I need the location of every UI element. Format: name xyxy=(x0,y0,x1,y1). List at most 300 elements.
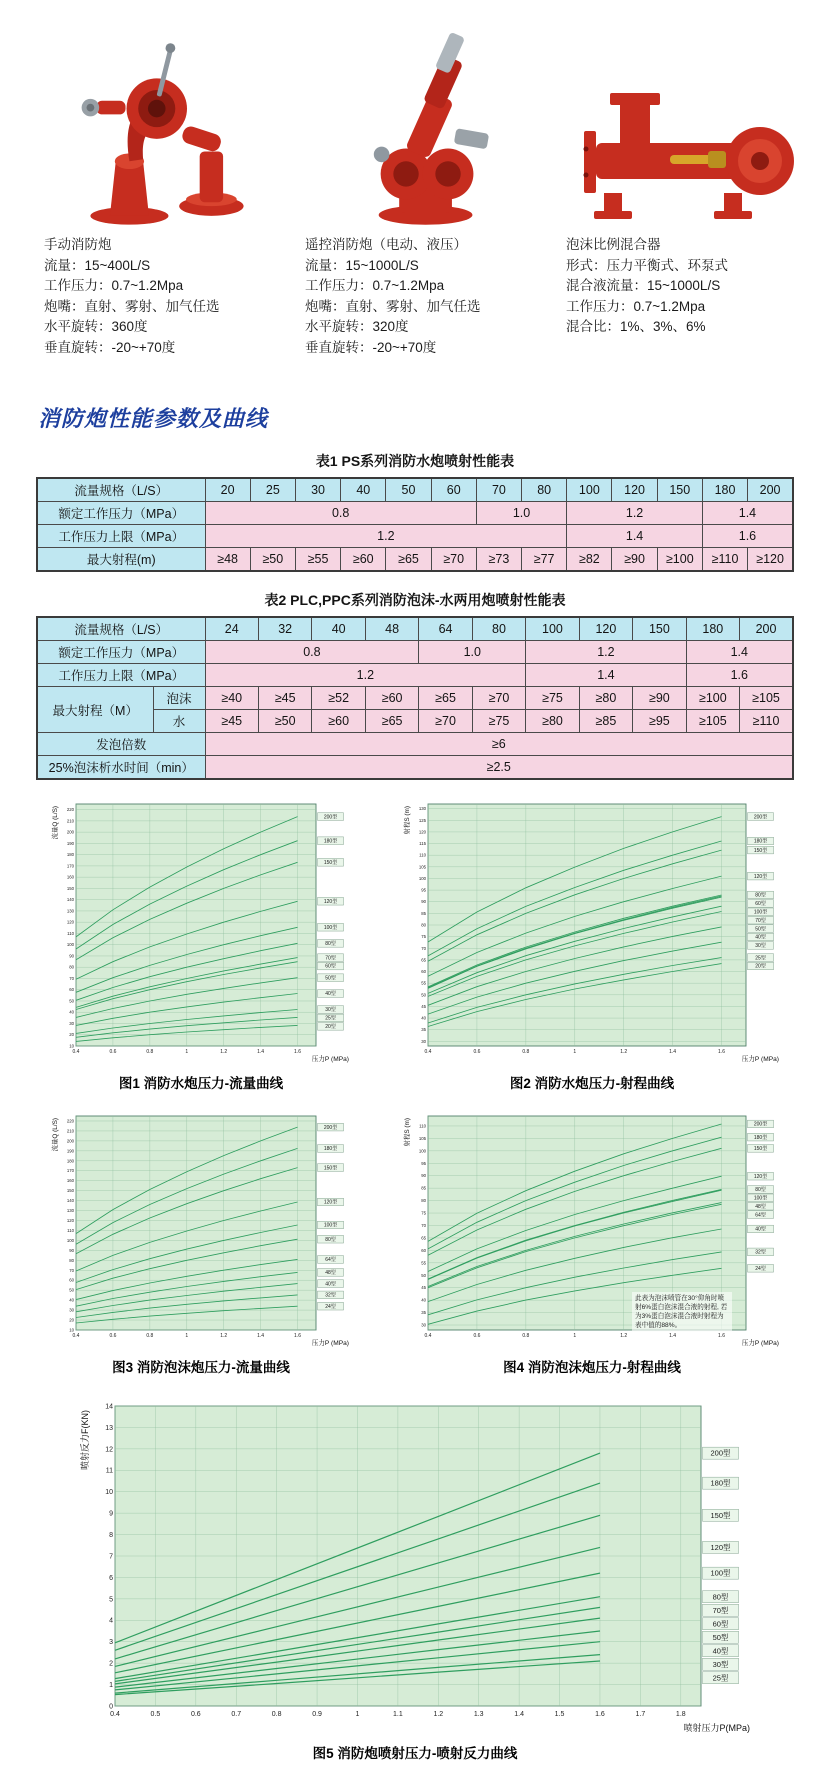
svg-text:150: 150 xyxy=(66,1188,74,1194)
series-label-text: 200型 xyxy=(710,1448,731,1458)
table-cell: 0.8 xyxy=(205,502,476,525)
series-label-text: 80型 xyxy=(325,1237,336,1244)
table-cell: ≥50 xyxy=(258,710,311,733)
table-cell: ≥75 xyxy=(472,710,525,733)
series-label-text: 80型 xyxy=(712,1592,729,1602)
series-label-text: 150型 xyxy=(710,1510,731,1520)
svg-text:30: 30 xyxy=(421,1322,426,1328)
table2-title: 表2 PLC,PPC系列消防泡沫-水两用炮喷射性能表 xyxy=(264,592,566,609)
svg-text:0.8: 0.8 xyxy=(271,1711,282,1719)
svg-text:95: 95 xyxy=(421,887,426,893)
table-cell: ≥100 xyxy=(686,687,739,710)
table2 xyxy=(36,616,794,780)
svg-text:1: 1 xyxy=(185,1333,189,1340)
table-cell: 80 xyxy=(522,478,567,502)
svg-text:1.4: 1.4 xyxy=(257,1333,265,1340)
table-cell: 25 xyxy=(250,478,295,502)
svg-text:210: 210 xyxy=(66,1128,74,1134)
series-label-text: 120型 xyxy=(323,899,338,906)
table-cell: 150 xyxy=(657,478,702,502)
svg-text:100: 100 xyxy=(418,876,426,882)
series-label-text: 200型 xyxy=(323,814,338,821)
product-remote-monitor xyxy=(305,24,550,358)
svg-text:45: 45 xyxy=(421,1285,426,1291)
svg-text:110: 110 xyxy=(67,1228,74,1234)
series-label-text: 70型 xyxy=(712,1605,729,1615)
svg-text:130: 130 xyxy=(66,908,74,914)
svg-text:190: 190 xyxy=(66,1148,74,1154)
series-label-text: 60型 xyxy=(325,963,336,970)
charts-row-3 xyxy=(0,1394,830,1788)
svg-text:50: 50 xyxy=(69,998,74,1004)
product-spec: 混合比：1%、3%、6% xyxy=(566,319,706,335)
charts-row-1 xyxy=(50,796,782,1092)
x-axis-label: 压力P (MPa) xyxy=(311,1056,349,1064)
svg-text:0.4: 0.4 xyxy=(110,1711,120,1719)
product-name: 遥控消防炮（电动、液压） xyxy=(305,237,467,252)
svg-text:0.8: 0.8 xyxy=(522,1049,530,1056)
svg-text:90: 90 xyxy=(69,1247,74,1253)
svg-text:1.2: 1.2 xyxy=(620,1049,628,1056)
series-label-text: 180型 xyxy=(323,838,338,845)
table-cell: 120 xyxy=(579,617,632,641)
svg-text:30: 30 xyxy=(69,1021,74,1027)
svg-text:1.2: 1.2 xyxy=(220,1333,228,1340)
svg-text:200: 200 xyxy=(66,829,74,835)
svg-text:1: 1 xyxy=(573,1333,577,1340)
row-sublabel: 水 xyxy=(153,710,205,733)
svg-text:80: 80 xyxy=(421,1198,426,1204)
svg-text:20: 20 xyxy=(69,1032,74,1038)
svg-text:1: 1 xyxy=(573,1049,577,1056)
series-label-text: 24型 xyxy=(755,1266,766,1273)
table-cell: ≥45 xyxy=(205,710,258,733)
svg-text:40: 40 xyxy=(421,1015,426,1021)
table-cell: 70 xyxy=(476,478,521,502)
product-spec: 工作压力：0.7~1.2Mpa xyxy=(305,278,445,294)
series-label-text: 150型 xyxy=(753,1146,768,1153)
series-label-text: 180型 xyxy=(323,1146,338,1153)
product-spec: 垂直旋转：-20~+70度 xyxy=(44,339,176,355)
table-cell: 24 xyxy=(205,617,258,641)
series-label-text: 50型 xyxy=(755,926,766,933)
chart-fig4-foam-range xyxy=(402,1108,782,1376)
table-cell: 180 xyxy=(686,617,739,641)
table-cell: 60 xyxy=(431,478,476,502)
table-cell: 32 xyxy=(258,617,311,641)
svg-text:1.2: 1.2 xyxy=(220,1049,228,1056)
svg-text:1.3: 1.3 xyxy=(473,1711,484,1719)
series-label-text: 120型 xyxy=(753,1174,768,1181)
table-cell: 50 xyxy=(386,478,431,502)
svg-text:180: 180 xyxy=(66,852,74,858)
table-cell: ≥85 xyxy=(579,710,632,733)
series-label-text: 24型 xyxy=(325,1304,336,1311)
svg-text:180: 180 xyxy=(66,1158,74,1164)
svg-text:10: 10 xyxy=(69,1327,74,1333)
chart-caption: 图4 消防泡沫炮压力-射程曲线 xyxy=(503,1360,681,1376)
series-label-text: 40型 xyxy=(755,934,766,941)
x-tick-labels xyxy=(425,1049,726,1055)
series-label-text: 40型 xyxy=(325,991,336,998)
svg-text:70: 70 xyxy=(69,976,74,982)
svg-text:1.8: 1.8 xyxy=(675,1711,686,1719)
table-cell: ≥50 xyxy=(250,548,295,572)
chart-caption: 图1 消防水炮压力-流量曲线 xyxy=(118,1076,284,1092)
table-cell: 40 xyxy=(312,617,365,641)
series-label-text: 32型 xyxy=(755,1249,766,1256)
svg-text:55: 55 xyxy=(421,1260,426,1266)
svg-text:80: 80 xyxy=(421,922,426,928)
svg-text:45: 45 xyxy=(421,1004,426,1010)
svg-text:110: 110 xyxy=(419,1123,426,1129)
table-row xyxy=(37,617,793,641)
products-section xyxy=(0,0,830,358)
svg-text:30: 30 xyxy=(421,1038,426,1044)
series-label-text: 200型 xyxy=(753,1121,768,1128)
table-cell: 1.2 xyxy=(205,525,567,548)
series-label-text: 20型 xyxy=(755,963,766,970)
series-label-text: 70型 xyxy=(755,917,766,924)
chart-fig1-water-flow xyxy=(50,796,352,1092)
svg-text:130: 130 xyxy=(418,806,426,812)
svg-text:4: 4 xyxy=(109,1617,113,1625)
table-cell: ≥75 xyxy=(526,687,579,710)
svg-text:40: 40 xyxy=(69,1297,74,1303)
chart-fig2-water-range xyxy=(402,796,782,1092)
performance-table xyxy=(36,477,794,572)
series-labels xyxy=(748,1120,774,1272)
table-cell: 180 xyxy=(702,478,747,502)
series-labels xyxy=(703,1447,739,1684)
svg-text:90: 90 xyxy=(421,1173,426,1179)
svg-text:75: 75 xyxy=(421,934,426,940)
table-row xyxy=(37,502,793,525)
svg-text:7: 7 xyxy=(109,1553,113,1561)
series-label-text: 200型 xyxy=(753,814,768,821)
svg-text:1.6: 1.6 xyxy=(718,1049,726,1056)
product-photo-foam-proportioner xyxy=(566,24,811,229)
remote-monitor-image xyxy=(323,29,533,229)
svg-text:105: 105 xyxy=(418,1135,426,1141)
svg-text:100: 100 xyxy=(66,942,74,948)
table-cell: 150 xyxy=(633,617,686,641)
y-axis-label: 喷射反力F(KN) xyxy=(80,1410,90,1471)
series-label-text: 60型 xyxy=(712,1619,729,1629)
table-cell: 200 xyxy=(740,617,793,641)
svg-text:10: 10 xyxy=(105,1489,113,1497)
table-cell: 80 xyxy=(472,617,525,641)
product-spec: 工作压力：0.7~1.2Mpa xyxy=(44,278,184,294)
svg-text:0.6: 0.6 xyxy=(190,1711,201,1719)
product-photo-remote-monitor xyxy=(305,24,550,229)
svg-text:80: 80 xyxy=(69,1257,74,1263)
table-cell: ≥95 xyxy=(633,710,686,733)
svg-text:1.6: 1.6 xyxy=(294,1333,302,1340)
series-label-text: 25型 xyxy=(755,955,766,962)
svg-text:85: 85 xyxy=(421,1185,426,1191)
product-text-foam-proportioner xyxy=(566,235,811,338)
table-cell: 1.2 xyxy=(205,664,526,687)
series-label-text: 40型 xyxy=(325,1281,336,1288)
manual-monitor-image xyxy=(67,34,267,229)
svg-text:140: 140 xyxy=(66,1198,74,1204)
table-cell: 1.4 xyxy=(567,525,703,548)
svg-text:0.8: 0.8 xyxy=(146,1049,154,1056)
svg-text:0.4: 0.4 xyxy=(424,1049,432,1056)
y-axis-label: 流量Q (L/S) xyxy=(52,1118,59,1152)
svg-text:55: 55 xyxy=(421,980,426,986)
svg-text:80: 80 xyxy=(69,964,74,970)
table-row xyxy=(37,525,793,548)
series-label-text: 25型 xyxy=(325,1015,336,1022)
svg-text:3: 3 xyxy=(109,1639,113,1647)
y-tick-labels xyxy=(419,1124,427,1328)
table-cell: ≥105 xyxy=(740,687,793,710)
table-cell: ≥73 xyxy=(476,548,521,572)
table1-title: 表1 PS系列消防水炮喷射性能表 xyxy=(315,453,515,470)
chart-canvas xyxy=(50,796,352,1064)
row-label: 流量规格（L/S） xyxy=(37,617,205,641)
svg-text:1.4: 1.4 xyxy=(669,1333,677,1340)
svg-text:160: 160 xyxy=(66,874,74,880)
svg-text:1.6: 1.6 xyxy=(718,1333,726,1340)
x-axis-label: 喷射压力P(MPa) xyxy=(683,1723,750,1734)
table-row xyxy=(37,548,793,572)
svg-text:120: 120 xyxy=(418,829,426,835)
series-label-text: 120型 xyxy=(710,1543,731,1553)
table-cell: ≥77 xyxy=(522,548,567,572)
product-foam-proportioner xyxy=(566,24,811,358)
series-label-text: 100型 xyxy=(323,1222,338,1229)
svg-text:1.1: 1.1 xyxy=(393,1711,403,1719)
series-label-text: 70型 xyxy=(325,955,336,962)
svg-text:1.6: 1.6 xyxy=(294,1049,302,1056)
table-cell: ≥110 xyxy=(740,710,793,733)
section-heading: 消防炮性能参数及曲线 xyxy=(38,406,269,432)
chart-caption: 图2 消防水炮压力-射程曲线 xyxy=(509,1076,675,1092)
svg-text:170: 170 xyxy=(66,863,74,869)
svg-text:12: 12 xyxy=(105,1446,113,1454)
svg-text:50: 50 xyxy=(421,1272,426,1278)
svg-text:115: 115 xyxy=(419,841,426,847)
table-cell: 1.4 xyxy=(702,502,793,525)
svg-text:40: 40 xyxy=(421,1297,426,1303)
table-cell: ≥48 xyxy=(205,548,250,572)
table-cell: ≥55 xyxy=(295,548,340,572)
svg-text:2: 2 xyxy=(109,1660,113,1668)
chart-fig5-reaction-force xyxy=(77,1394,753,1762)
y-tick-labels xyxy=(419,806,427,1044)
table-cell: ≥82 xyxy=(567,548,612,572)
svg-text:140: 140 xyxy=(66,897,74,903)
svg-text:1.4: 1.4 xyxy=(257,1049,265,1056)
table-cell: ≥70 xyxy=(431,548,476,572)
svg-text:1.4: 1.4 xyxy=(669,1049,677,1056)
svg-text:60: 60 xyxy=(69,987,74,993)
row-label: 额定工作压力（MPa） xyxy=(37,641,205,664)
series-label-text: 48型 xyxy=(325,1270,336,1277)
svg-text:70: 70 xyxy=(421,1223,426,1229)
chart-note: 此表为泡沫喷管在30°仰角时喷射6%蛋白泡沫混合液的射程, 若为3%蛋白泡沫混合液时射程为表中值的88%。 xyxy=(632,1292,732,1332)
series-label-text: 80型 xyxy=(755,1187,766,1194)
svg-text:0.6: 0.6 xyxy=(473,1049,481,1056)
table-cell: 1.4 xyxy=(526,664,686,687)
series-label-text: 150型 xyxy=(323,1165,338,1172)
product-spec: 炮嘴：直射、雾射、加气任选 xyxy=(44,298,220,314)
row-label: 25%泡沫析水时间（min） xyxy=(37,756,205,780)
performance-table xyxy=(36,616,794,780)
table-cell: 64 xyxy=(419,617,472,641)
series-label-text: 120型 xyxy=(753,873,768,880)
svg-text:14: 14 xyxy=(105,1403,113,1411)
table-cell: 1.0 xyxy=(476,502,566,525)
row-sublabel: 泡沫 xyxy=(153,687,205,710)
svg-text:1: 1 xyxy=(109,1682,113,1690)
row-label: 工作压力上限（MPa） xyxy=(37,525,205,548)
product-text-manual-monitor xyxy=(44,235,289,358)
product-spec: 水平旋转：360度 xyxy=(44,319,148,335)
series-label-text: 150型 xyxy=(323,860,338,867)
table-cell: ≥60 xyxy=(341,548,386,572)
chart-canvas xyxy=(402,796,782,1064)
svg-text:8: 8 xyxy=(109,1532,113,1540)
series-label-text: 40型 xyxy=(712,1646,729,1656)
table-cell: ≥110 xyxy=(702,548,747,572)
table-cell: ≥65 xyxy=(386,548,431,572)
series-label-text: 80型 xyxy=(325,941,336,948)
svg-text:75: 75 xyxy=(421,1210,426,1216)
svg-text:0.8: 0.8 xyxy=(146,1333,154,1340)
table-cell: 1.4 xyxy=(686,641,793,664)
table-cell: ≥70 xyxy=(419,710,472,733)
table-row xyxy=(37,733,793,756)
svg-text:0.6: 0.6 xyxy=(109,1049,117,1056)
series-label-text: 60型 xyxy=(755,901,766,908)
svg-text:110: 110 xyxy=(67,931,74,937)
x-tick-labels xyxy=(110,1711,686,1718)
svg-text:50: 50 xyxy=(69,1287,74,1293)
x-tick-labels xyxy=(73,1049,302,1055)
product-text-remote-monitor xyxy=(305,235,550,358)
x-tick-labels xyxy=(73,1333,302,1339)
svg-text:100: 100 xyxy=(66,1238,74,1244)
table-cell: ≥100 xyxy=(657,548,702,572)
chart-caption: 图3 消防泡沫炮压力-流量曲线 xyxy=(112,1360,290,1376)
series-label-text: 50型 xyxy=(712,1632,729,1642)
svg-text:170: 170 xyxy=(66,1168,74,1174)
svg-text:35: 35 xyxy=(421,1027,426,1033)
svg-text:0.6: 0.6 xyxy=(109,1333,117,1340)
svg-text:1.5: 1.5 xyxy=(554,1711,565,1719)
series-label-text: 150型 xyxy=(753,847,768,854)
table-cell: 1.6 xyxy=(686,664,793,687)
svg-text:65: 65 xyxy=(421,957,426,963)
table-cell: 48 xyxy=(365,617,418,641)
svg-text:0.4: 0.4 xyxy=(72,1049,80,1056)
svg-text:220: 220 xyxy=(66,1118,74,1124)
table-cell: 120 xyxy=(612,478,657,502)
y-axis-label: 射程S (m) xyxy=(404,806,411,835)
x-axis-label: 压力P (MPa) xyxy=(311,1340,349,1348)
x-axis-label: 压力P (MPa) xyxy=(741,1056,779,1064)
series-label-text: 40型 xyxy=(755,1226,766,1233)
chart-canvas xyxy=(77,1394,753,1734)
svg-text:110: 110 xyxy=(419,852,426,858)
svg-text:190: 190 xyxy=(66,840,74,846)
table-row xyxy=(37,687,793,710)
table-row xyxy=(37,478,793,502)
series-label-text: 120型 xyxy=(323,1199,338,1206)
series-label-text: 200型 xyxy=(323,1124,338,1131)
y-tick-labels xyxy=(105,1403,113,1710)
svg-text:220: 220 xyxy=(66,807,74,813)
series-label-text: 30型 xyxy=(755,943,766,950)
svg-text:1.7: 1.7 xyxy=(635,1711,646,1719)
series-label-text: 64型 xyxy=(325,1257,336,1264)
chart-canvas xyxy=(50,1108,352,1348)
series-label-text: 100型 xyxy=(710,1568,731,1578)
series-label-text: 80型 xyxy=(755,892,766,899)
row-label: 最大射程（M） xyxy=(37,687,153,733)
svg-text:40: 40 xyxy=(69,1009,74,1015)
table-cell: ≥80 xyxy=(579,687,632,710)
svg-text:10: 10 xyxy=(69,1043,74,1049)
foam-proportioner-image xyxy=(574,79,804,229)
y-tick-labels xyxy=(67,807,75,1048)
y-axis-label: 流量Q (L/S) xyxy=(52,806,59,840)
row-label: 工作压力上限（MPa） xyxy=(37,664,205,687)
series-label-text: 50型 xyxy=(325,975,336,982)
svg-text:1.6: 1.6 xyxy=(595,1711,605,1719)
svg-text:70: 70 xyxy=(421,945,426,951)
series-label-text: 100型 xyxy=(753,909,768,916)
product-spec: 混合液流量：15~1000L/S xyxy=(566,278,721,294)
product-spec: 炮嘴：直射、雾射、加气任选 xyxy=(305,298,481,314)
svg-text:1: 1 xyxy=(185,1049,189,1056)
series-label-text: 20型 xyxy=(325,1024,336,1031)
table-cell: 100 xyxy=(567,478,612,502)
svg-text:90: 90 xyxy=(69,953,74,959)
product-spec: 工作压力：0.7~1.2Mpa xyxy=(566,298,706,314)
y-tick-labels xyxy=(67,1119,75,1333)
svg-text:65: 65 xyxy=(421,1235,426,1241)
svg-text:30: 30 xyxy=(69,1307,74,1313)
row-label: 流量规格（L/S） xyxy=(37,478,205,502)
svg-text:0.4: 0.4 xyxy=(424,1333,432,1340)
series-labels xyxy=(318,1123,344,1310)
table-cell: ≥6 xyxy=(205,733,793,756)
svg-text:0: 0 xyxy=(109,1703,113,1711)
svg-text:1.4: 1.4 xyxy=(514,1711,525,1719)
series-label-text: 100型 xyxy=(323,925,338,932)
product-spec: 垂直旋转：-20~+70度 xyxy=(305,339,437,355)
svg-text:100: 100 xyxy=(418,1148,426,1154)
svg-text:0.9: 0.9 xyxy=(312,1711,322,1719)
product-spec: 流量：15~400L/S xyxy=(44,257,151,273)
product-manual-monitor xyxy=(44,24,289,358)
series-label-text: 30型 xyxy=(712,1659,729,1669)
series-label-text: 25型 xyxy=(712,1673,729,1683)
table-cell: 1.2 xyxy=(567,502,703,525)
y-axis-label: 射程S (m) xyxy=(404,1118,411,1147)
table-row xyxy=(37,641,793,664)
series-labels xyxy=(748,813,774,970)
svg-text:160: 160 xyxy=(66,1178,74,1184)
table-cell: 40 xyxy=(341,478,386,502)
row-label: 最大射程(m) xyxy=(37,548,205,572)
table-cell: ≥105 xyxy=(686,710,739,733)
